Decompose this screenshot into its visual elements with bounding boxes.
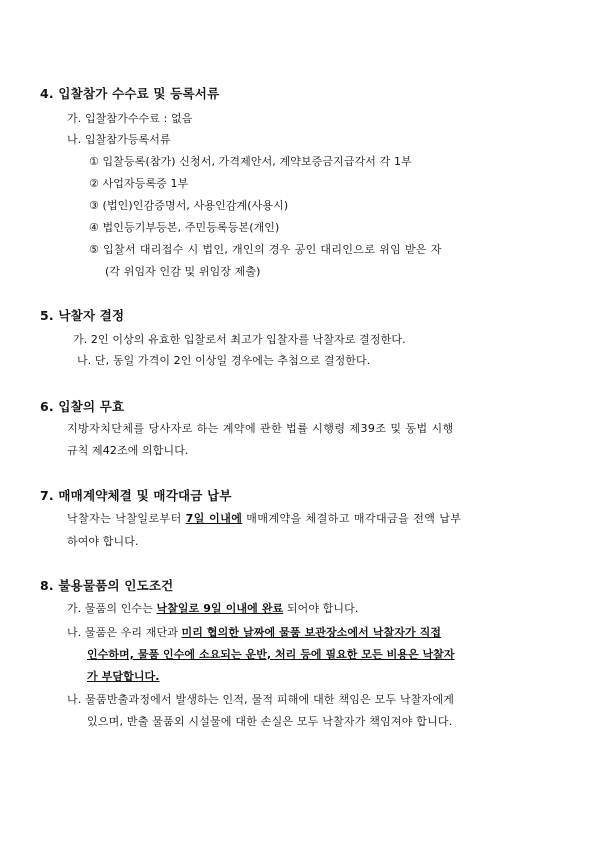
section-4-title: 4. 입찰참가 수수료 및 등록서류 xyxy=(40,86,220,101)
section-6-title: 6. 입찰의 무효 xyxy=(40,399,125,414)
s4-doc-1: ① 입찰등록(참가) 신청서, 가격제안서, 계약보증금지급각서 각 1부 xyxy=(89,155,412,168)
section-7-title: 7. 매매계약체결 및 매각대금 납부 xyxy=(40,488,232,503)
s4-doc-3: ③ (법인)인감증명서, 사용인감계(사용시) xyxy=(89,199,289,212)
s8-item-b-line-3 xyxy=(87,668,160,684)
s7-line-1 xyxy=(67,510,461,526)
s8-pickup-deadline-emphasis: 낙찰일로 9일 이내에 완료 xyxy=(156,602,284,615)
s4-doc-5-note: (각 위임자 인감 및 위임장 제출) xyxy=(105,265,261,278)
s4-doc-4: ④ 법인등기부등본, 주민등록등본(개인) xyxy=(89,221,280,234)
section-5-title: 5. 낙찰자 결정 xyxy=(40,308,125,323)
s8-item-b-pre: 나. 물품은 우리 재단과 xyxy=(67,626,182,639)
s6-line-1: 지방자치단체를 당사자로 하는 계약에 관한 법률 시행령 제39조 및 동법 시행 xyxy=(67,422,454,435)
s7-line-1-pre: 낙찰자는 낙찰일로부터 xyxy=(67,512,186,525)
s8-item-b-line-2 xyxy=(87,646,455,662)
s8-item-b-line-1 xyxy=(67,624,441,640)
s6-line-2: 규칙 제42조에 의합니다. xyxy=(67,444,189,457)
s4-item-a: 가. 입찰참가수수료 : 없음 xyxy=(67,112,193,125)
s5-item-a: 가. 2인 이상의 유효한 입찰로서 최고가 입찰자를 낙찰자로 결정한다. xyxy=(73,333,406,346)
section-8-title: 8. 불용물품의 인도조건 xyxy=(40,578,174,593)
s8-item-a-pre: 가. 물품의 인수는 xyxy=(67,602,157,615)
s8-item-b-emphasis-2: 인수하며, 물품 인수에 소요되는 운반, 처리 등에 필요한 모든 비용은 낙찰자 xyxy=(87,648,455,661)
s8-item-b-emphasis-1: 미리 협의한 날짜에 물품 보관장소에서 낙찰자가 직접 xyxy=(181,626,442,639)
s4-item-b: 나. 입찰참가등록서류 xyxy=(67,133,171,146)
s7-line-2: 하여야 합니다. xyxy=(67,535,139,548)
s4-doc-2: ② 사업자등록증 1부 xyxy=(89,177,189,190)
s7-deadline-emphasis: 7일 이내에 xyxy=(185,512,243,525)
s8-item-b-emphasis-3: 가 부담합니다. xyxy=(87,670,160,683)
s8-item-a-post: 되어야 합니다. xyxy=(283,602,359,615)
s4-doc-5: ⑤ 입찰서 대리접수 시 법인, 개인의 경우 공인 대리인으로 위임 받은 자 xyxy=(89,243,442,256)
s8-item-c-line-1: 나. 물품반출과정에서 발생하는 인적, 물적 피해에 대한 책임은 모두 낙찰자에게 xyxy=(67,693,455,706)
s5-item-b: 나. 단, 동일 가격이 2인 이상일 경우에는 추첨으로 결정한다. xyxy=(77,354,371,367)
s8-item-a xyxy=(67,600,358,616)
s7-line-1-post: 매매계약을 체결하고 매각대금을 전액 납부 xyxy=(242,512,462,525)
s8-item-c-line-2: 있으며, 반출 물품외 시설물에 대한 손실은 모두 낙찰자가 책임져야 합니다. xyxy=(87,715,453,728)
